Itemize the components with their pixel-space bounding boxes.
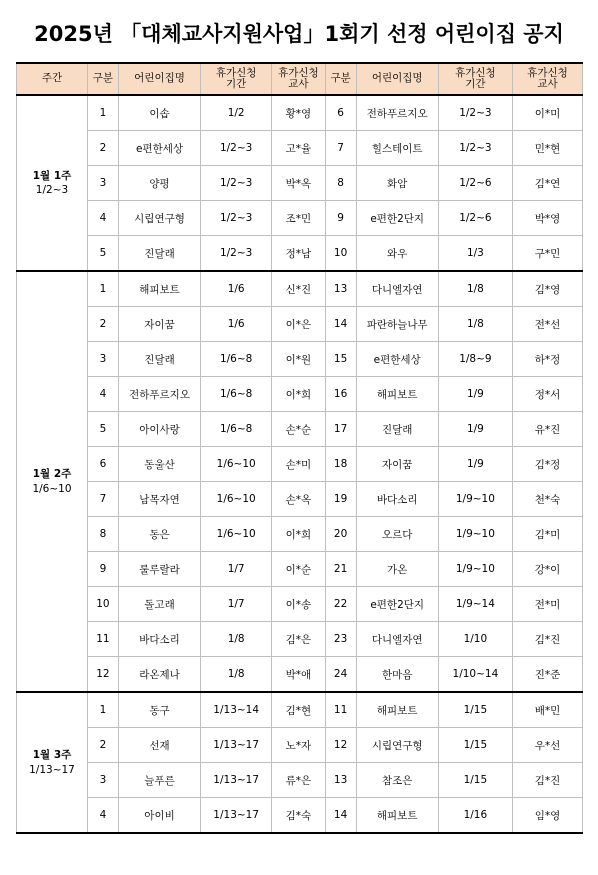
teacher-name: 이*순 [272,552,326,587]
table-row [17,692,583,728]
table-row [17,201,583,236]
leave-period: 1/9~14 [438,587,512,622]
leave-period: 1/10 [438,622,512,657]
daycare-name: 동은 [118,517,200,552]
leave-period: 1/8~9 [438,342,512,377]
leave-period: 1/8 [201,622,272,657]
row-no: 2 [88,131,119,166]
teacher-name: 이*희 [272,377,326,412]
daycare-name: 힐스테이트 [356,131,438,166]
teacher-name: 정*남 [272,236,326,272]
row-no: 17 [325,412,356,447]
leave-period: 1/13~14 [201,692,272,728]
header-teacher-line2: 교사 [288,78,309,90]
teacher-name: 김*숙 [272,798,326,834]
teacher-name: 김*현 [272,692,326,728]
daycare-name: 자이꿈 [356,447,438,482]
teacher-name: 이*미 [512,95,582,131]
header-no: 구분 [88,63,119,95]
leave-period: 1/6 [201,307,272,342]
leave-period: 1/2~3 [201,236,272,272]
week-cell [17,692,88,833]
teacher-name: 고*율 [272,131,326,166]
leave-period: 1/10~14 [438,657,512,693]
daycare-name: 남목자연 [118,482,200,517]
header-week: 주간 [17,63,88,95]
teacher-name: 하*정 [512,342,582,377]
header-teacher-2-line2: 교사 [537,78,558,90]
header-period-2-line2: 기간 [465,78,486,90]
leave-period: 1/7 [201,552,272,587]
table-row [17,377,583,412]
row-no: 13 [325,271,356,307]
table-row [17,622,583,657]
week-cell [17,271,88,692]
row-no: 2 [88,728,119,763]
leave-period: 1/2~6 [438,166,512,201]
week-range: 1/13~17 [29,763,75,776]
table-row [17,517,583,552]
teacher-name: 김*진 [512,622,582,657]
daycare-name: 해피보트 [356,798,438,834]
row-no: 14 [325,798,356,834]
teacher-name: 이*원 [272,342,326,377]
row-no: 24 [325,657,356,693]
table-row [17,95,583,131]
leave-period: 1/2~3 [201,166,272,201]
daycare-name: 해피보트 [356,692,438,728]
row-no: 7 [88,482,119,517]
header-period-2-line1: 휴가신청 [455,66,496,79]
leave-period: 1/13~17 [201,798,272,834]
row-no: 4 [88,798,119,834]
teacher-name: 구*민 [512,236,582,272]
row-no: 1 [88,95,119,131]
teacher-name: 황*영 [272,95,326,131]
week-label: 1월 2주 [32,468,72,481]
leave-period: 1/9 [438,447,512,482]
daycare-name: 파란하늘나무 [356,307,438,342]
row-no: 1 [88,271,119,307]
teacher-name: 김*연 [512,166,582,201]
teacher-name: 김*은 [272,622,326,657]
row-no: 4 [88,377,119,412]
table-row [17,587,583,622]
table-header-row [17,63,583,95]
week-range: 1/2~3 [35,184,69,196]
leave-period: 1/9~10 [438,482,512,517]
daycare-name: 진달래 [118,342,200,377]
row-no: 14 [325,307,356,342]
leave-period: 1/6~10 [201,482,272,517]
daycare-name: e편한세상 [118,131,200,166]
daycare-table-container [16,62,583,834]
teacher-name: 전*선 [512,307,582,342]
leave-period: 1/2~3 [438,95,512,131]
table-row [17,552,583,587]
row-no: 21 [325,552,356,587]
leave-period: 1/8 [438,271,512,307]
daycare-name: 양평 [118,166,200,201]
header-no-2: 구분 [325,63,356,95]
leave-period: 1/8 [438,307,512,342]
leave-period: 1/15 [438,728,512,763]
row-no: 10 [88,587,119,622]
teacher-name: 정*서 [512,377,582,412]
row-no: 5 [88,412,119,447]
table-row [17,307,583,342]
row-no: 13 [325,763,356,798]
row-no: 3 [88,166,119,201]
teacher-name: 조*민 [272,201,326,236]
daycare-name: e편한2단지 [356,201,438,236]
row-no: 23 [325,622,356,657]
teacher-name: 신*진 [272,271,326,307]
leave-period: 1/15 [438,692,512,728]
header-daycare-2: 어린이집명 [356,63,438,95]
daycare-selection-table [16,62,583,834]
week-cell [17,95,88,271]
row-no: 16 [325,377,356,412]
row-no: 2 [88,307,119,342]
daycare-name: 시립연구형 [118,201,200,236]
row-no: 22 [325,587,356,622]
teacher-name: 배*민 [512,692,582,728]
leave-period: 1/13~17 [201,763,272,798]
week-range: 1/6~10 [32,482,72,495]
leave-period: 1/6~8 [201,412,272,447]
row-no: 19 [325,482,356,517]
teacher-name: 박*옥 [272,166,326,201]
leave-period: 1/2~6 [438,201,512,236]
daycare-name: e편한2단지 [356,587,438,622]
teacher-name: 이*은 [272,307,326,342]
daycare-name: 돌고래 [118,587,200,622]
teacher-name: 진*준 [512,657,582,693]
daycare-name: 해피보트 [356,377,438,412]
leave-period: 1/2~3 [201,201,272,236]
teacher-name: 류*은 [272,763,326,798]
daycare-name: 와우 [356,236,438,272]
header-teacher-2 [512,63,582,95]
row-no: 9 [325,201,356,236]
row-no: 4 [88,201,119,236]
teacher-name: 박*애 [272,657,326,693]
daycare-name: 가온 [356,552,438,587]
daycare-name: 시립연구형 [356,728,438,763]
row-no: 8 [325,166,356,201]
row-no: 5 [88,236,119,272]
header-period-line2: 기간 [226,78,247,90]
row-no: 3 [88,763,119,798]
leave-period: 1/3 [438,236,512,272]
leave-period: 1/15 [438,763,512,798]
teacher-name: 이*송 [272,587,326,622]
leave-period: 1/6~8 [201,377,272,412]
teacher-name: 전*미 [512,587,582,622]
row-no: 6 [88,447,119,482]
leave-period: 1/7 [201,587,272,622]
row-no: 9 [88,552,119,587]
daycare-name: 다니엘자연 [356,622,438,657]
teacher-name: 강*이 [512,552,582,587]
daycare-name: 전하푸르지오 [356,95,438,131]
week-label: 1월 1주 [32,169,72,182]
teacher-name: 우*선 [512,728,582,763]
daycare-name: e편한세상 [356,342,438,377]
teacher-name: 박*영 [512,201,582,236]
leave-period: 1/2~3 [438,131,512,166]
leave-period: 1/6 [201,271,272,307]
daycare-name: 동구 [118,692,200,728]
teacher-name: 김*정 [512,447,582,482]
header-daycare: 어린이집명 [118,63,200,95]
table-row [17,763,583,798]
daycare-name: 룰루랄라 [118,552,200,587]
table-row [17,412,583,447]
daycare-name: 한마음 [356,657,438,693]
daycare-name: 늘푸른 [118,763,200,798]
teacher-name: 김*영 [512,271,582,307]
row-no: 15 [325,342,356,377]
daycare-name: 이솝 [118,95,200,131]
page-title: 2025년 「대체교사지원사업」1회기 선정 어린이집 공지 [34,22,564,46]
leave-period: 1/6~8 [201,342,272,377]
teacher-name: 손*옥 [272,482,326,517]
header-teacher-line1: 휴가신청 [278,66,319,79]
row-no: 8 [88,517,119,552]
teacher-name: 민*현 [512,131,582,166]
daycare-name: 동울산 [118,447,200,482]
daycare-name: 선재 [118,728,200,763]
daycare-name: 라온제나 [118,657,200,693]
daycare-name: 해피보트 [118,271,200,307]
daycare-name: 진달래 [356,412,438,447]
daycare-name: 자이꿈 [118,307,200,342]
row-no: 3 [88,342,119,377]
table-row [17,447,583,482]
row-no: 12 [325,728,356,763]
leave-period: 1/8 [201,657,272,693]
row-no: 11 [88,622,119,657]
daycare-name: 화암 [356,166,438,201]
header-teacher-2-line1: 휴가신청 [527,66,568,79]
header-period-line1: 휴가신청 [215,66,257,79]
leave-period: 1/9 [438,412,512,447]
table-row [17,271,583,307]
leave-period: 1/6~10 [201,517,272,552]
daycare-name: 아이비 [118,798,200,834]
leave-period: 1/9 [438,377,512,412]
table-row [17,798,583,834]
teacher-name: 노*자 [272,728,326,763]
table-row [17,236,583,272]
daycare-name: 오르다 [356,517,438,552]
table-row [17,728,583,763]
week-label: 1월 3주 [32,749,72,762]
daycare-name: 아이사랑 [118,412,200,447]
header-period [201,63,272,95]
table-row [17,166,583,201]
header-teacher [272,63,326,95]
leave-period: 1/2 [201,95,272,131]
row-no: 20 [325,517,356,552]
daycare-name: 바다소리 [356,482,438,517]
row-no: 7 [325,131,356,166]
daycare-name: 바다소리 [118,622,200,657]
teacher-name: 임*영 [512,798,582,834]
teacher-name: 이*희 [272,517,326,552]
row-no: 10 [325,236,356,272]
row-no: 12 [88,657,119,693]
daycare-name: 참조은 [356,763,438,798]
table-row [17,342,583,377]
table-row [17,482,583,517]
teacher-name: 김*진 [512,763,582,798]
leave-period: 1/2~3 [201,131,272,166]
teacher-name: 천*숙 [512,482,582,517]
leave-period: 1/13~17 [201,728,272,763]
table-row [17,131,583,166]
daycare-name: 진달래 [118,236,200,272]
teacher-name: 손*순 [272,412,326,447]
daycare-name: 다니엘자연 [356,271,438,307]
table-row [17,657,583,693]
leave-period: 1/9~10 [438,552,512,587]
row-no: 1 [88,692,119,728]
header-period-2 [438,63,512,95]
leave-period: 1/16 [438,798,512,834]
row-no: 18 [325,447,356,482]
teacher-name: 유*진 [512,412,582,447]
leave-period: 1/9~10 [438,517,512,552]
daycare-name: 전하푸르지오 [118,377,200,412]
leave-period: 1/6~10 [201,447,272,482]
teacher-name: 김*미 [512,517,582,552]
table-body [17,95,583,833]
row-no: 6 [325,95,356,131]
teacher-name: 손*미 [272,447,326,482]
row-no: 11 [325,692,356,728]
